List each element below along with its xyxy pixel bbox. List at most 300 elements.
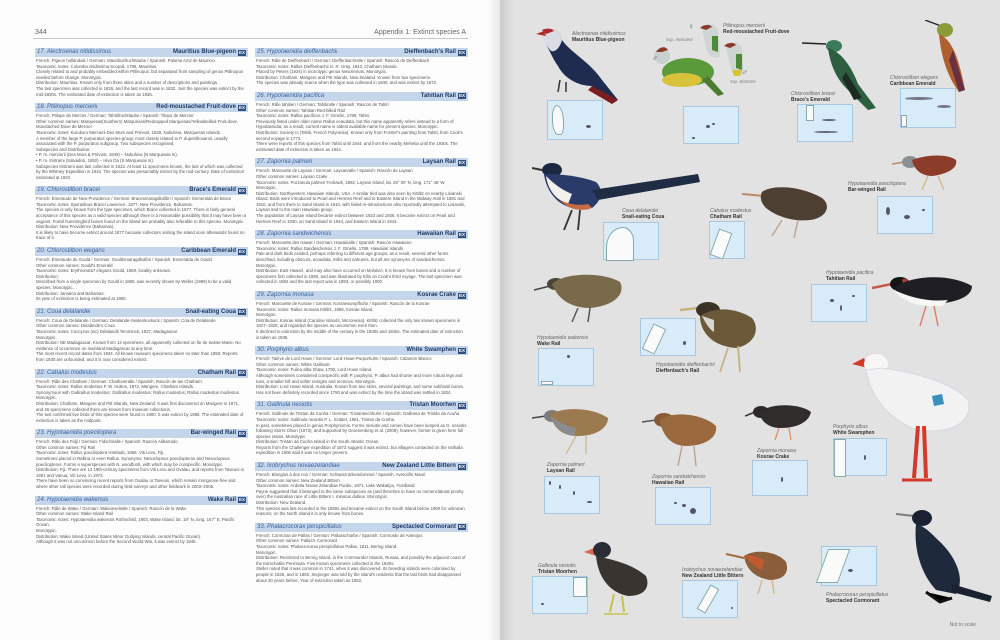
- species-header: [255, 230, 468, 239]
- common-name: Tahitian Rail: [420, 92, 456, 99]
- species-text-line: Distribution: Northwestern Hawaiian Islands, USA. A similar bird was also seen by Kittlitz on nearby Lisianski Island. Birds were introduced to Pearl and Hermes Reef and to Eastern Island in the Midway Atoll in 1891 and 1910, and from there to Sand Island in 1910, with failed re-introductions also reportedly attempted to Lisianski, Laysan and to the main Hawaiian group.: [256, 190, 466, 213]
- species-header-right: [208, 496, 246, 505]
- species-entry: [35, 48, 248, 97]
- species-text-line: Sometimes placed in Rallina or even Rallus. Synonyms: Nesoclopeus poecilopterus and Nesoclopeus poecilopterus. Forms a superspecies with N. woodfordi, with which may be conspecific. Monotypic.: [36, 456, 230, 467]
- species-text-line: French: Marouette de Laysan / German: Laysanralle / Spanish: Rascón de Laysan: [256, 168, 413, 174]
- species-text-line: Distribution: Tristan da Cunha Island in the South Atlantic Ocean.: [256, 439, 380, 445]
- species-text-line: Reports from the Challenger expedition of 1873 suggest it was extinct, but villagers contacted on the Valhalla expedition in 1906 said it was no longer present.: [256, 444, 463, 456]
- running-head: [33, 27, 468, 39]
- species-text-line: Although it was not uncommon before the Second World War, it was extinct by 1946.: [36, 539, 197, 545]
- scientific-name-text: Phalacrocorax perspicillatus: [267, 523, 342, 530]
- range-map-17: [547, 100, 603, 140]
- species-header: [35, 48, 248, 57]
- species-text-line: Other common names: Fiji Rail: [36, 444, 95, 450]
- plate-label-31: Gallinula nesiotis Tristan Moorhen: [538, 563, 577, 575]
- common-name: Brace's Emerald: [189, 187, 236, 194]
- species-header: [255, 401, 468, 410]
- gutter-shadow: [500, 0, 514, 640]
- species-text-line: Other common names: Marquesas(Southern) Marquesas/Redcapped Marquesas/Yellowbellied Fruit-dove, Moustached Dove de Mercier: [36, 118, 239, 130]
- species-entry: [35, 429, 248, 489]
- species-header-right: [185, 308, 246, 317]
- subspecies-label: ssp. tristrami: [730, 79, 756, 84]
- species-text-line: French: Coua de Delalande / German: Delalande-Seidenkuckuck / Spanish: Cúa de Delalande: [36, 317, 216, 323]
- species-text-line: French: Émeraude de Gould / German: Gouldsmaragdkolibri / Spanish: Esmeralda de Gould: [36, 257, 212, 263]
- species-text-line: Taxonomic notes: Rallus Dieffenbachii G. R. Gray, 1843, Chatham Islands.: [256, 63, 398, 69]
- species-text-line: Distribution: Restricted to Bering Island, in the Commander Islands, Russia, and possibly the adjacent coast of the Kamchatka Peninsula. Five known specimens collected in the 1840s.: [256, 555, 466, 566]
- species-number: 30.: [257, 347, 266, 354]
- common-name: Mauritius Blue-pigeon: [172, 49, 236, 55]
- species-text-line: The species was already scarce when the type was collected in 1840, and was extinct by 1872.: [256, 80, 438, 86]
- range-map-26: [811, 284, 867, 322]
- species-text-line: French: Marouette de Kosrae / German: Kosraesumpfhuhn / Spanish: Rascón de la Kosrae: [256, 301, 430, 306]
- scientific-name-text: Ixobrychus novaezelandiae: [267, 463, 340, 470]
- species-entry: [255, 346, 468, 395]
- plate-label-19: Chlorostilbon bracei Brace's Emerald: [791, 91, 836, 103]
- species-text: [35, 505, 248, 545]
- species-header-right: [421, 92, 466, 101]
- species-header: [255, 462, 468, 471]
- species-text-line: French: Blongios à dos noir / German: Schwarzrückendommel / Spanish: Avetorillo Maorí: [256, 472, 426, 478]
- species-text-line: It declined to extinction by the middle of the century in the 1830s and 1840s. The estimated date of extinction is taken as 1835.: [256, 328, 463, 340]
- common-name: Bar-winged Rail: [190, 430, 236, 437]
- species-text-line: Previously listed under older name Rallus ecaudata, but this name apparently refers instead to a form of Hypotaenidia; as a result, current name is oldest available name for present species. Monotypic.: [256, 118, 454, 130]
- species-entry: [255, 462, 468, 517]
- species-entry: [35, 308, 248, 363]
- species-text-line: Taxonomic notes: Rallus poeciloptera Hartlaub, 1866, Viti Levu, Fiji.: [36, 450, 165, 456]
- species-text-line: Monotypic.: [256, 185, 277, 191]
- scientific-name-text: Chlorostilbon bracei: [47, 187, 101, 194]
- range-map-20: [900, 88, 956, 128]
- species-text-line: Other common names: Pallas's Cormorant: [256, 538, 338, 544]
- range-map-29: [752, 460, 808, 496]
- status-badge: EX: [458, 292, 465, 298]
- species-text-line: Monotypic.: [36, 395, 57, 401]
- species-header-right: [409, 401, 466, 410]
- species-header-right: [156, 103, 246, 112]
- status-badge: EX: [458, 463, 465, 469]
- illustration-tahitian-rail: [872, 272, 982, 332]
- species-text-line: This species was last recorded in the 1890s and became extinct on the South Island before 1900 for unknown reasons; on the North Island it is only known from bones.: [256, 505, 465, 517]
- range-map-18: [683, 106, 739, 144]
- status-badge: EX: [238, 49, 245, 55]
- subspecies-label: ssp. mercierii: [666, 37, 693, 42]
- species-text-line: French: Râle de Dieffenbach / German: Dieffenbachralle / Spanish: Rascón de Dieffenbach: [256, 58, 430, 63]
- common-name: Laysan Rail: [422, 159, 456, 166]
- species-number: 24.: [37, 496, 46, 503]
- species-text-line: French: Ptilope de Mercier / German: Tahitifruchttaube / Spanish: Tilopo de Mercier: [36, 113, 194, 119]
- species-text-line: Taxonomic notes: Phalacrocorax perspicillatus Pallas, 1811, Bering Island.: [256, 544, 398, 549]
- status-badge: EX: [458, 93, 465, 99]
- species-text: [255, 239, 468, 285]
- species-text-line: Placed by Peters (1934) in monotypic genus Nesolimnas. Monotypic.: [256, 69, 388, 75]
- species-text-line: Distribution: Mauritius. Known only from three skins and a number of descriptions and paintings.: [36, 80, 219, 86]
- species-header: [35, 496, 248, 505]
- species-text-line: French: Cormoran de Pallas / German: Pallasscharbe / Spanish: Cormorán de Anteojos: [256, 532, 423, 538]
- scientific-name: [257, 401, 312, 410]
- scientific-name-text: Zapornia monasa: [267, 292, 314, 298]
- species-text-line: Taxonomic notes: Kurukuru Mercierii Des Murs and Prévost, 1849, Nukuhiva, Marquesas Islands.: [36, 129, 222, 135]
- species-text-line: Other common names: White Gallinule: [256, 361, 330, 367]
- species-text: [255, 355, 468, 395]
- species-text: [255, 532, 468, 583]
- scientific-name-text: Zapornia palmeri: [267, 159, 313, 166]
- species-text-line: Distribution: East Hawai'i, and may also have occurred on Moloka'i. It is known from bones and a number of specimens first collected in 1880, and was illustrated by Ellis on Cook's third voyage. The last specimen was collected in 1884 and the last report was in 1893, or possibly 1900.: [256, 268, 462, 285]
- species-text-line: Taxonomic notes: Rallus monasa Kittlitz, 1858, Kosrae Island.: [256, 306, 374, 312]
- scientific-name-text: Porphyrio albus: [267, 347, 309, 354]
- species-text-line: A member of the large P. purpuratus species-group; most closely related to P. dupetithouarsii, usually associated with the P. purpuratus subgroup. Two subspecies recognised.: [36, 135, 228, 147]
- species-text-line: There have been no convincing recent reports from Ovalau or Taveuni, which remain mongoose-free and where other rail species were recorded during field surveys and other fieldwork in 2003–2005.: [36, 478, 236, 490]
- plate-label-24: Hypotaenidia wakensis Wake Rail: [537, 335, 589, 347]
- range-map-23: [877, 196, 933, 234]
- species-text-line: French: Gallinule de Tristan da Cunha / German: Tristanteichhuhn / Spanish: Gallineta de Tristán da Acuña: [256, 411, 460, 417]
- species-text-line: Taxonomic notes: Hypotaenidia wakensis Rothschild, 1903, Wake Island, lat. 19° N, long. 167° E, Pacific Ocean.: [36, 516, 235, 528]
- species-header-right: [189, 186, 246, 195]
- plate-label-30: Porphyrio albus White Swamphen: [833, 424, 875, 436]
- status-badge: EX: [458, 231, 465, 237]
- species-text-line: Distribution: New Providence (Bahamas).: [36, 224, 115, 230]
- species-number: 29.: [257, 292, 266, 298]
- species-text-line: Distribution: Kosrae Island (Caroline Islands, Micronesia). Kittlitz collected the only two known specimens in 1827–1828, and regarded the species as uncommon even then.: [256, 317, 461, 329]
- species-text-line: Taxonomic notes: Rallus Sandwichensis J. F. Gmelin, 1789, Hawaiian Islands.: [256, 245, 405, 251]
- species-text: [35, 57, 248, 97]
- plate-label-27: Zapornia palmeri Laysan Rail: [547, 462, 585, 474]
- species-text-line: The last specimen was collected in 1826, and the last record was in 1832. Just the species was extinct by the mid-1830s. The estimated date of extinction is taken as 1835.: [36, 85, 244, 97]
- common-name: Spectacled Cormorant: [391, 523, 456, 530]
- scientific-name-text: Hypotaenidia poeciloptera: [47, 430, 117, 437]
- common-name: Caribbean Emerald: [181, 248, 236, 255]
- species-header: [35, 308, 248, 317]
- range-map-25: [640, 318, 696, 356]
- illustration-tristan-moorhen: [584, 540, 654, 620]
- species-text: [35, 112, 248, 180]
- species-text: [255, 300, 468, 340]
- species-entry: [255, 523, 468, 583]
- species-number: 18.: [37, 104, 46, 111]
- plate-label-28: Zapornia sandwichensis Hawaiian Rail: [652, 474, 706, 486]
- species-header-right: [382, 462, 466, 471]
- range-map-30: [833, 438, 887, 476]
- species-number: 32.: [257, 463, 266, 470]
- species-text-line: Distribution: Society Is (Tahiti, French Polynesia). Known only from Forster's painting from Tahiti, from Cook's second voyage in 1773.: [256, 129, 463, 141]
- status-badge: EX: [458, 159, 465, 165]
- species-text-line: French: Râle tahitien / German: Tahitiralle / Spanish: Rascón de Tahití: [256, 101, 389, 107]
- species-entry: [35, 247, 248, 302]
- status-badge: EX: [238, 430, 245, 436]
- scientific-name: [257, 230, 331, 239]
- not-to-scale-note: Not to scale: [949, 622, 976, 628]
- species-text-line: Described from a single specimen by Gould in 1860, was recently shown by Weller (1999) to be a valid species. Monotypic.: [36, 279, 232, 290]
- species-entry: [255, 401, 468, 456]
- section-title: Appendix 1: Extinct species A: [374, 29, 466, 36]
- species-text-line: Other common names: New Zealand Bittern: [256, 477, 340, 483]
- common-name: Snail-eating Coua: [185, 308, 236, 315]
- range-map-33: [821, 546, 877, 586]
- plate-label-21: Coua delalandei Snail-eating Coua: [622, 208, 665, 220]
- scientific-name-text: Alectroenas nitidissimus: [46, 49, 112, 55]
- range-map-31: [532, 576, 588, 614]
- common-name: Kosrae Crake: [417, 292, 456, 298]
- species-number: 22.: [37, 369, 46, 376]
- species-number: 33.: [257, 523, 266, 530]
- species-text-line: French: Émeraude de New Providence / German: Bracesmaragdkolibri / Spanish: Esmeralda de Brace: [36, 196, 232, 202]
- common-name: Wake Rail: [207, 496, 236, 503]
- range-map-22: [709, 221, 745, 259]
- scientific-name: [37, 369, 97, 378]
- species-text-line: Distribution: Jamaica and Bahamas.: [36, 290, 105, 296]
- species-text-line: Monotypic.: [36, 528, 57, 533]
- species-number: 25.: [257, 49, 266, 55]
- status-badge: EX: [238, 497, 245, 503]
- species-text-line: Taxonomic notes: Porzanula palmeri Frohawk, 1892, Laysan Island, lat. 26° 00′ N, long. 171° 46′ W.: [256, 179, 446, 185]
- species-number: 20.: [37, 248, 46, 255]
- plate-label-17: Alectroenas nitidissimus Mauritius Blue-pigeon: [572, 31, 626, 43]
- species-text-line: Distribution: New Zealand.: [256, 500, 307, 506]
- plate-label-29: Zapornia monasa Kosrae Crake: [757, 448, 796, 460]
- common-name: Hawaiian Rail: [417, 231, 456, 238]
- species-text-line: Distribution: Chatham, Mangere and Pitt Islands, New Zealand. It was first discovered on Mangere in 1871, and 26 specimens collected there are known from museum collections.: [36, 400, 240, 412]
- status-badge: EX: [458, 347, 465, 353]
- range-map-28: [655, 487, 711, 525]
- species-text-line: Its year of extinction is being estimated at 1860.: [36, 296, 127, 302]
- species-header: [35, 186, 248, 195]
- scientific-name-text: Zapornia sandwichensis: [267, 231, 332, 238]
- species-entry: [255, 48, 468, 86]
- plate-label-32: Ixobrychus novaezelandiae New Zealand Little Bittern: [682, 567, 744, 579]
- species-text-line: Other common names: Tahitian Red-billed Rail: [256, 107, 345, 113]
- illustration-kosrae-crake: [745, 402, 815, 444]
- scientific-name: [37, 308, 90, 317]
- species-header-right: [181, 247, 246, 256]
- species-header-right: [198, 369, 246, 378]
- species-header: [35, 103, 248, 112]
- species-text: [255, 471, 468, 517]
- species-text-line: Although sometimes considered conspecific with P. porphyrio, P. albus had shorter and more robust legs and toes, a smaller bill and softer remiges and rectrices. Monotypic.: [256, 372, 463, 384]
- plate-label-33: Phalacrocorax perspicillatus Spectacled Cormorant: [826, 592, 889, 604]
- illustration-chatham-rail: [742, 184, 842, 244]
- species-text-line: The most recent record dates from 1834. All known museum specimens taken no later than 1850. Reports from 1930 are unfounded, and it is now considered extinct.: [36, 351, 238, 362]
- species-text-line: Monotypic.: [256, 549, 277, 555]
- species-header: [35, 429, 248, 438]
- species-text-line: Monotypic.: [36, 334, 57, 340]
- species-text-line: French: Pigeon hollandais / German: Mauritiusfruchttaube / Spanish: Paloma Azul de Mauricio: [36, 58, 215, 63]
- species-header-right: [423, 158, 466, 167]
- scientific-name: [37, 186, 100, 195]
- species-header-right: [173, 48, 246, 57]
- species-entry: [35, 369, 248, 424]
- species-number: 26.: [257, 92, 266, 99]
- species-header: [255, 291, 468, 300]
- species-text-line: Synonymous with Gallirallus modestus; Gallirallus modestus; Rallus modestus; Rallus modestus modestus.: [36, 389, 240, 395]
- species-number: 28.: [257, 231, 266, 238]
- species-text-line: Taxonomic notes: Columba nitidissima Scopoli, 1786, Mauritius.: [36, 63, 158, 69]
- species-text-line: French: Marouette des Hawaï / German: Hawaiiralle / Spanish: Rascón Hawaiano: [256, 240, 412, 246]
- common-name: Dieffenbach's Rail: [404, 49, 456, 55]
- species-text-line: Taxonomic notes: Erythronota? elegans Gould, 1860, locality unknown.: [36, 268, 172, 274]
- common-name: Red-moustached Fruit-dove: [156, 104, 236, 111]
- species-entry: [255, 230, 468, 285]
- species-text-line: Taxonomic notes: Sporadinus Bracei Lawrence, 1877, New Providence, Bahamas.: [36, 201, 193, 207]
- scientific-name-text: Coua delalandei: [47, 308, 91, 315]
- species-text-line: There were reports of this species from Tahiti until 1844, and from the nearby Mehetia until the 1930s. The estimated date of extinction is taken as 1844.: [256, 141, 458, 152]
- species-text: [35, 438, 248, 489]
- status-badge: EX: [458, 49, 465, 55]
- common-name: New Zealand Little Bittern: [382, 463, 456, 470]
- scientific-name: [257, 291, 314, 300]
- status-badge: EX: [458, 402, 465, 408]
- species-text-line: • P. m. tristrami (Salvadori, 1892) – Hiva Oa (S Marquesas Is).: [36, 157, 154, 163]
- scientific-name: [257, 92, 324, 101]
- scientific-name-text: Hypotaenidia pacifica: [267, 92, 325, 99]
- species-text-line: Other common names: Delalande's Coua: [36, 323, 115, 329]
- species-text-line: Closely related to and probably embedded within Ptilinopus; but separated from sampling of genus Ptilinopus needed before change. Monotypic.: [36, 69, 244, 80]
- species-text-line: Pale and dark birds existed, perhaps referring to different age groups; as a result, several other forms described, including obscura, ecaudata, millsi and oahuens, but all are synonyms of sandwichensis. Monotypic.: [256, 251, 449, 268]
- species-entry: [255, 158, 468, 224]
- illustration-spectacled-cormorant: [896, 510, 996, 610]
- species-text-line: French: Talève de Lord Howe / German: Lord-Howe-Purpurhuhn / Spanish: Calamón Blanco: [256, 356, 432, 362]
- range-map-27: [544, 476, 600, 514]
- species-text-line: Steller noted that it was common in 1741, when it was discovered. Its breeding islands were colonised by people in 1826, and in 1850, Stejneger was told by the island's residents that the last birds had disappeared about 30 years before. Year of extinction taken as 1852.: [256, 566, 461, 583]
- species-text-line: Distribution: Fiji. There are 12 19th-century specimens from Viti Levu and Ovalau, and reports from Taveuni in 1901 and Vanua, Viti Levu, in 1973.: [36, 467, 245, 478]
- species-text-line: Distribution: Wake Island (United States Minor Outlying Islands, central Pacific Ocean).: [36, 533, 202, 539]
- species-text-line: Payne suggested that it belonged to the same subspecies as (and therefore to have no nomenclatural priority over) the Australian race of Little Bittern I. minutus dubius. Monotypic.: [256, 488, 464, 500]
- scientific-name-text: Gallinula nesiotis: [267, 402, 313, 409]
- male-symbol-icon: ♂: [742, 68, 748, 77]
- species-number: 17.: [37, 49, 46, 55]
- species-text-line: Distribution:: [36, 273, 59, 279]
- species-text-line: Monotypic.: [256, 312, 277, 318]
- illustration-wake-rail: [534, 270, 630, 330]
- species-text-line: Taxonomic notes: Gallinula nesiotis P. L. Sclater, 1861, Tristan da Cunha.: [256, 416, 396, 422]
- species-header: [255, 158, 468, 167]
- species-text-line: Has not been definitely recorded since 1790 and was extinct by the time the island was settled in 1834.: [256, 389, 452, 395]
- species-text-line: Other common names: Wake Island Rail: [36, 511, 113, 517]
- species-text-line: Subspecies tristrami was last collected in 1922. At least 11 specimens known, the last of which was collected by the Whitney Expedition in 1922. The species was presumably extinct by the mid-century. Date of extinction estimated at 1922.: [36, 163, 245, 180]
- plate-label-18: Ptilinopus mercierii Red-moustached Fruit-dove: [723, 23, 790, 35]
- species-text: [255, 101, 468, 152]
- range-map-24: [538, 348, 594, 386]
- species-number: 21.: [37, 308, 46, 315]
- species-text-line: In past, sometimes placed in genus Porphyriornis. Forms nesiotis and comeri have been lumped as G. nesiotis following Storrs Olson (1973), and supported by Groenenberg et al. (2008), however, former is given here full species status. Monotypic.: [256, 422, 467, 439]
- species-header: [35, 247, 248, 256]
- text-column-1: [35, 48, 248, 551]
- scientific-name: [257, 48, 337, 57]
- species-text-line: Subspecies and Distribution:: [36, 146, 91, 152]
- species-header: [255, 92, 468, 101]
- gutter-shadow: [486, 0, 500, 640]
- species-number: 31.: [257, 402, 266, 409]
- scientific-name-text: Hypotaenidia wakensis: [47, 496, 109, 503]
- species-header: [35, 369, 248, 378]
- species-text: [35, 195, 248, 241]
- species-text-line: The last confirmed live birds of this species were found in 1900. It was extinct by 1896. The estimated date of extinction is taken as the midpoint.: [36, 412, 244, 423]
- species-text-line: It is likely to have become extinct around 1877 because collectors visiting the island soon afterwards found no trace of it.: [36, 229, 245, 241]
- species-text-line: Other common names: Laysan Crake: [256, 173, 328, 179]
- species-number: 27.: [257, 159, 266, 166]
- scientific-name-text: Hypotaenidia dieffenbachii: [267, 49, 338, 55]
- species-text: [35, 317, 248, 363]
- plate-label-25: Hypotaenidia dieffenbachii Dieffenbach's Rail: [656, 362, 715, 374]
- species-text-line: Distribution: Chatham, Mangere and Pitt Islands, New Zealand. Known from two specimens.: [256, 74, 432, 80]
- range-map-21: [603, 222, 659, 260]
- species-text-line: The population of Laysan Island became extinct between 1923 and 1936. It became extinct on Pearl and Hermes Reef in 1930, on Sand Island in 1943, and Eastern Island in 1944.: [256, 213, 455, 224]
- plate-label-20: Chlorostilbon elegans Caribbean Emerald: [890, 75, 939, 87]
- scientific-name-text: Ptilinopus mercierii: [47, 104, 98, 111]
- status-badge: EX: [238, 309, 245, 315]
- scientific-name: [37, 429, 116, 438]
- common-name: White Swamphen: [406, 347, 456, 354]
- species-text-line: Taxonomic notes: Ardetta Novae Zelandiae Purdie, 1871, Lake Wakatipu, Fiordland.: [256, 483, 416, 489]
- species-text-line: Taxonomic notes: Rallus modestus F. W. Hutton, 1872, Mangere, Chatham Islands.: [36, 384, 195, 390]
- species-header-right: [404, 48, 466, 57]
- plate-label-26: Hypotaenidia pacifica Tahitian Rail: [826, 270, 874, 282]
- species-text-line: Distribution: Lord Howe Island, Australia. Known from two skins, several paintings, and some subfossil bones.: [256, 384, 465, 390]
- scientific-name: [37, 496, 108, 505]
- plate-label-23: Hypotaenidia poeciloptera Bar-winged Rail: [848, 181, 906, 193]
- scientific-name: [257, 523, 342, 532]
- status-badge: EX: [238, 187, 245, 193]
- species-header-right: [191, 429, 246, 438]
- species-entry: [255, 291, 468, 340]
- species-text-line: French: Râle des Fidji / German: Fidschiralle / Spanish: Rascón Alibarrado: [36, 439, 178, 445]
- species-header-right: [392, 523, 466, 532]
- status-badge: EX: [458, 524, 465, 530]
- species-number: 19.: [37, 187, 46, 194]
- species-entry: [255, 92, 468, 152]
- common-name: Chatham Rail: [197, 369, 236, 376]
- species-header: [255, 523, 468, 532]
- illustration-hawaiian-rail: [642, 410, 722, 470]
- common-name: Tristan Moorhen: [409, 402, 456, 409]
- range-map-32: [682, 580, 738, 618]
- illustration-laysan-rail: [532, 406, 612, 461]
- scientific-name: [37, 247, 105, 256]
- right-page-plate: [500, 0, 1000, 640]
- species-text-line: Taxonomic notes: Fulica alba Shaw, 1790, Lord Howe Island.: [256, 367, 373, 373]
- status-badge: EX: [238, 370, 245, 376]
- status-badge: EX: [238, 104, 245, 110]
- species-text-line: The species is only known from the type specimen, which Brace collected in 1877. There is fairly general acceptance of this species as a valid species although there is a reasonable possibility that it may have been a vagrant. Fossil hummingbird bones found on the island are probably also referable to this species. Monotypic.: [36, 207, 247, 224]
- species-text: [35, 256, 248, 302]
- scientific-name: [37, 103, 97, 112]
- species-header-right: [417, 230, 466, 239]
- species-number: 23.: [37, 430, 46, 437]
- species-header: [255, 48, 468, 57]
- scientific-name: [257, 158, 312, 167]
- species-text-line: French: Râle de Wake / German: Wakeinselralle / Spanish: Rascón de la Wake: [36, 505, 187, 511]
- species-text-line: Taxonomic notes: Rallus pacificus J. F. Gmelin, 1789, Tahiti.: [256, 113, 370, 119]
- plate-label-22: Cabalus modestus Chatham Rail: [710, 208, 752, 220]
- species-header-right: [417, 291, 466, 300]
- species-text-line: Taxonomic notes: Coccyzus (sic) Delalandii Temminck, 1827, Madagascar.: [36, 328, 179, 334]
- female-symbol-icon: ♀: [688, 22, 694, 31]
- text-column-2: [255, 48, 468, 589]
- status-badge: EX: [238, 248, 245, 254]
- scientific-name-text: Chlorostilbon elegans: [47, 248, 105, 255]
- range-map-19: [797, 104, 853, 142]
- species-text: [255, 167, 468, 224]
- scientific-name: [257, 462, 340, 471]
- scientific-name: [37, 48, 111, 57]
- species-text-line: • P. m. mercierii (Des Murs & Prévost, 1849) – Nukuhiva (N Marquesas Is).: [36, 152, 178, 158]
- species-text-line: French: Râle des Chatham / German: Chathamralle / Spanish: Rascón de las Chatham: [36, 378, 202, 384]
- species-text: [35, 378, 248, 424]
- scientific-name: [257, 346, 309, 355]
- species-entry: [35, 103, 248, 180]
- species-text: [255, 410, 468, 456]
- species-text: [255, 57, 468, 86]
- species-entry: [35, 496, 248, 545]
- species-text-line: Distribution: NE Madagascar. Known from 13 specimens, all apparently collected on Île de Sainte-Marie. No evidence of occurrence on mainland Madagascar at any time.: [36, 340, 241, 351]
